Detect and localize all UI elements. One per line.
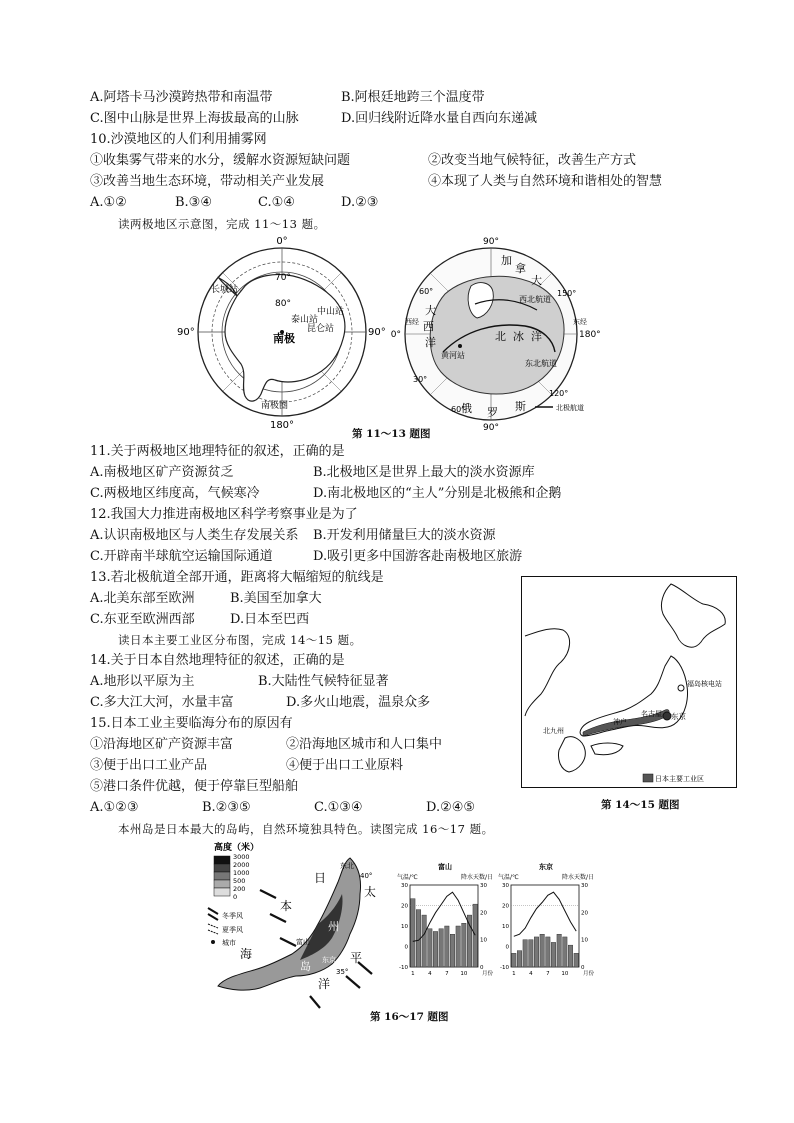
south-lat-80: 80° — [275, 299, 291, 309]
sea-of-japan-label-2: 本 — [280, 899, 293, 913]
q12-option-b: B.开发利用储量巨大的淡水资源 — [313, 528, 496, 543]
q15-statement-4: ④便于出口工业原料 — [286, 758, 404, 773]
x-tick-label: 4 — [529, 971, 533, 977]
toyama-label: 富山 — [296, 938, 310, 946]
winter-monsoon-label: 冬季风 — [222, 912, 243, 920]
q10-stem: 10.沙漠地区的人们利用捕雾网 — [90, 132, 267, 147]
precip-bar — [445, 926, 449, 967]
elevation-legend — [214, 853, 250, 901]
north-label-bottom: 90° — [483, 423, 499, 433]
south-pole-map — [177, 236, 386, 431]
figure-caption-16-17: 第 16～17 题图 — [370, 1011, 449, 1023]
q10-option-a: A.①② — [90, 195, 127, 210]
south-label-180: 180° — [269, 420, 295, 431]
south-label-0: 0° — [276, 236, 288, 247]
y1-tick-label: 10 — [502, 924, 509, 930]
q10-option-d: D.②③ — [341, 195, 379, 210]
russia-label-3: 斯 — [515, 400, 526, 413]
x-axis-unit: 月份 — [582, 971, 594, 977]
south-lat-70: 70° — [275, 273, 291, 283]
precip-bar — [529, 940, 533, 967]
kobe-label: 神户 — [613, 718, 627, 726]
x-tick-label: 7 — [546, 971, 550, 977]
precip-bar — [557, 934, 561, 967]
lat-40-label: 40° — [360, 872, 373, 880]
intro-16-17: 本州岛是日本最大的岛屿，自然环境独具特色。读图完成 16～17 题。 — [118, 822, 494, 836]
q12-option-a: A.认识南极地区与人类生存发展关系 — [90, 528, 299, 543]
precip-bar — [422, 915, 426, 967]
q11-option-c: C.两极地区纬度高，气候寒冷 — [90, 486, 260, 501]
q11-stem: 11.关于两极地区地理特征的叙述，正确的是 — [90, 444, 345, 459]
industry-legend-label: 日本主要工业区 — [655, 775, 704, 783]
precip-bar — [534, 937, 538, 967]
russia-label-1: 俄 — [461, 402, 472, 415]
precip-bar — [540, 934, 544, 967]
y1-tick-label: 20 — [502, 903, 509, 910]
arctic-ocean-label-3: 洋 — [531, 330, 542, 343]
q14-option-a: A.地形以平原为主 — [90, 674, 195, 689]
x-tick-label: 4 — [428, 971, 432, 977]
y1-tick-label: 10 — [401, 924, 408, 930]
huanghe-station: 黄河站 — [441, 351, 465, 360]
y1-tick-label: 0 — [404, 944, 408, 951]
changcheng-station: 长城站 — [211, 285, 239, 295]
q11-option-b: B.北极地区是世界上最大的淡水资源库 — [313, 465, 535, 480]
canada-label-3: 大 — [531, 274, 542, 287]
x-tick-label: 10 — [460, 971, 468, 977]
y2-tick-label: 10 — [480, 937, 487, 944]
nagoya-label: 名古屋 — [641, 710, 662, 718]
south-pole-label: 南极 — [273, 332, 295, 345]
q14-option-d: D.多火山地震，温泉众多 — [286, 695, 431, 710]
y2-tick-label: 30 — [480, 883, 487, 889]
y1-tick-label: -10 — [399, 965, 408, 971]
honshu-label-1: 州 — [328, 920, 339, 933]
elev-200: 200 — [233, 885, 246, 893]
precip-bar — [574, 953, 578, 967]
route-legend-label: 北极航道 — [556, 404, 584, 412]
intro-14-15: 读日本主要工业区分布图，完成 14～15 题。 — [118, 633, 362, 647]
precip-bar — [523, 940, 527, 967]
precip-bar — [473, 904, 477, 967]
q9-option-d: D.回归线附近降水量自西向东递减 — [341, 111, 538, 126]
q14-stem: 14.关于日本自然地理特征的叙述，正确的是 — [90, 653, 345, 668]
precip-bar — [563, 937, 567, 967]
north-label-60w: 60° — [419, 287, 434, 296]
q13-stem: 13.若北极航道全部开通，距离将大幅缩短的航线是 — [90, 570, 384, 585]
x-tick-label: 10 — [561, 971, 569, 977]
q12-option-d: D.吸引更多中国游客赴南极地区旅游 — [313, 549, 523, 564]
precip-bar — [568, 945, 572, 967]
q14-option-b: B.大陆性气候特征显著 — [258, 674, 389, 689]
elevation-legend-title: 高度（米） — [214, 843, 260, 853]
q9-option-b: B.阿根廷地跨三个温度带 — [341, 90, 485, 105]
y1-axis-label: 气温/℃ — [397, 874, 418, 881]
q15-stem: 15.日本工业主要临海分布的原因有 — [90, 716, 293, 731]
climate-chart-tokyo — [497, 861, 595, 981]
kunlun-station: 昆仑站 — [307, 324, 335, 334]
sea-of-japan-label-3: 海 — [240, 947, 253, 961]
y1-tick-label: 30 — [502, 883, 509, 889]
y1-axis-label: 气温/℃ — [498, 874, 519, 881]
q14-option-c: C.多大江大河，水量丰富 — [90, 695, 234, 710]
north-label-0: 0° — [390, 330, 401, 340]
climate-chart-toyama — [396, 861, 494, 981]
q15-statement-3: ③便于出口工业产品 — [90, 758, 208, 773]
russia-label-2: 罗 — [487, 406, 498, 419]
y2-axis-label: 降水天数/日 — [561, 874, 594, 881]
industry-legend-swatch — [643, 774, 653, 782]
north-label-120e: 120° — [549, 389, 569, 398]
tohoku-label: 东北 — [340, 862, 354, 870]
q15-option-d: D.②④⑤ — [426, 800, 476, 815]
y1-tick-label: 20 — [401, 903, 408, 910]
y2-tick-label: 30 — [581, 883, 588, 889]
precip-bar — [450, 934, 454, 967]
taishan-station: 泰山站 — [291, 315, 319, 325]
northwest-passage-label: 西北航道 — [519, 295, 551, 304]
honshu-relief-map — [200, 838, 390, 1013]
canada-label-1: 加 — [501, 254, 512, 267]
summer-monsoon-label: 夏季风 — [222, 926, 243, 934]
elev-2000: 2000 — [233, 861, 250, 869]
pacific-label-1: 太 — [364, 885, 377, 899]
q15-statement-2: ②沿海地区城市和人口集中 — [286, 737, 443, 752]
y2-tick-label: 10 — [581, 937, 588, 944]
q10-option-b: B.③④ — [175, 195, 212, 210]
precip-bar — [428, 929, 432, 967]
precip-bar — [546, 937, 550, 967]
south-label-90w: 90° — [177, 327, 195, 338]
polar-maps-figure — [175, 234, 601, 433]
q10-statement-2: ②改变当地气候特征，改善生产方式 — [428, 153, 637, 168]
north-label-30e: 30° — [413, 375, 428, 384]
zhongshan-station: 中山站 — [317, 307, 345, 317]
japan-industry-map — [521, 576, 737, 788]
precip-bar — [517, 951, 521, 967]
pacific-label-2: 平 — [350, 951, 363, 965]
q10-statement-1: ①收集雾气带来的水分，缓解水资源短缺问题 — [90, 153, 351, 168]
y1-tick-label: 30 — [401, 883, 408, 889]
q11-option-d: D.南北极地区的“主人”分别是北极熊和企鹅 — [313, 486, 562, 501]
q10-statement-4: ④本现了人类与自然环境和谐相处的智慧 — [428, 174, 663, 189]
north-label-150: 150° — [557, 289, 577, 298]
pacific-label-3: 洋 — [318, 977, 331, 991]
south-label-90e: 90° — [368, 327, 386, 338]
precip-bar — [462, 923, 466, 967]
chart-title: 富山 — [438, 863, 452, 871]
temperature-line — [514, 892, 576, 936]
figure-caption-14-15: 第 14～15 题图 — [601, 799, 680, 811]
antarctic-circle-label: 南极圈 — [261, 401, 289, 411]
x-axis-unit: 月份 — [481, 971, 493, 977]
tokyo-map-label: 东京 — [322, 956, 336, 964]
canada-label-2: 拿 — [515, 262, 526, 275]
x-tick-label: 1 — [411, 971, 415, 977]
precip-bar — [411, 899, 415, 967]
q9-option-c: C.图中山脉是世界上海拔最高的山脉 — [90, 111, 299, 126]
q13-option-b: B.美国至加拿大 — [230, 591, 322, 606]
north-label-top: 90° — [483, 237, 499, 247]
wind-legend — [208, 908, 243, 947]
precip-bar — [551, 942, 555, 967]
arctic-ocean-label-1: 北 — [495, 330, 506, 343]
arctic-ocean-label-2: 冰 — [513, 330, 524, 343]
precip-bar — [433, 931, 437, 967]
west-longitude-label: 西经 — [405, 318, 419, 326]
precip-bar — [512, 953, 516, 967]
q12-option-c: C.开辟南半球航空运输国际通道 — [90, 549, 273, 564]
east-longitude-label: 东经 — [573, 318, 587, 326]
y2-axis-label: 降水天数/日 — [460, 874, 493, 881]
q13-option-c: C.东亚至欧洲西部 — [90, 612, 195, 627]
atlantic-label-1: 大 — [425, 304, 436, 317]
intro-11-13: 读两极地区示意图，完成 11～13 题。 — [118, 217, 326, 231]
q13-option-a: A.北美东部至欧洲 — [90, 591, 195, 606]
chart-title: 东京 — [539, 863, 553, 871]
q10-statement-3: ③改善当地生态环境，带动相关产业发展 — [90, 174, 325, 189]
north-label-180: 180° — [579, 330, 601, 340]
y1-tick-label: 0 — [505, 944, 509, 951]
q12-stem: 12.我国大力推进南极地区科学考察事业是为了 — [90, 507, 358, 522]
elev-1000: 1000 — [233, 869, 250, 877]
north-label-60e: 60° — [451, 405, 466, 414]
x-tick-label: 7 — [445, 971, 449, 977]
elev-500: 500 — [233, 877, 246, 885]
q15-option-b: B.②③⑤ — [202, 800, 251, 815]
elev-0: 0 — [233, 893, 238, 901]
fukushima-label: 福岛核电站 — [687, 680, 722, 688]
q11-option-a: A.南极地区矿产资源贫乏 — [90, 465, 234, 480]
elev-3000: 3000 — [233, 853, 250, 861]
y1-tick-label: -10 — [500, 965, 509, 971]
honshu-label-2: 岛 — [300, 960, 311, 973]
q9-option-a: A.阿塔卡马沙漠跨热带和南温带 — [90, 90, 273, 105]
q15-option-c: C.①③④ — [314, 800, 363, 815]
figure-caption-11-13: 第 11～13 题图 — [352, 428, 431, 440]
atlantic-label-3: 洋 — [425, 336, 436, 349]
q15-statement-5: ⑤港口条件优越，便于停靠巨型船舶 — [90, 779, 299, 794]
lat-35-label: 35° — [336, 968, 349, 976]
kitakyushu-label: 北九州 — [543, 727, 564, 735]
q15-option-a: A.①②③ — [90, 800, 139, 815]
precip-bar — [456, 926, 460, 967]
y2-tick-label: 0 — [480, 965, 484, 971]
northeast-passage-label: 东北航道 — [525, 359, 557, 368]
q13-option-d: D.日本至巴西 — [230, 612, 310, 627]
precip-bar — [467, 915, 471, 967]
y2-tick-label: 0 — [581, 965, 585, 971]
q10-option-c: C.①④ — [258, 195, 295, 210]
q15-statement-1: ①沿海地区矿产资源丰富 — [90, 737, 234, 752]
y2-tick-label: 20 — [581, 910, 588, 917]
x-tick-label: 1 — [512, 971, 516, 977]
atlantic-label-2: 西 — [423, 320, 434, 333]
tokyo-label: 东京 — [671, 712, 686, 721]
city-legend-label: 城市 — [222, 939, 236, 947]
y2-tick-label: 20 — [480, 910, 487, 917]
sea-of-japan-label-1: 日 — [314, 871, 327, 885]
precip-bar — [439, 929, 443, 967]
